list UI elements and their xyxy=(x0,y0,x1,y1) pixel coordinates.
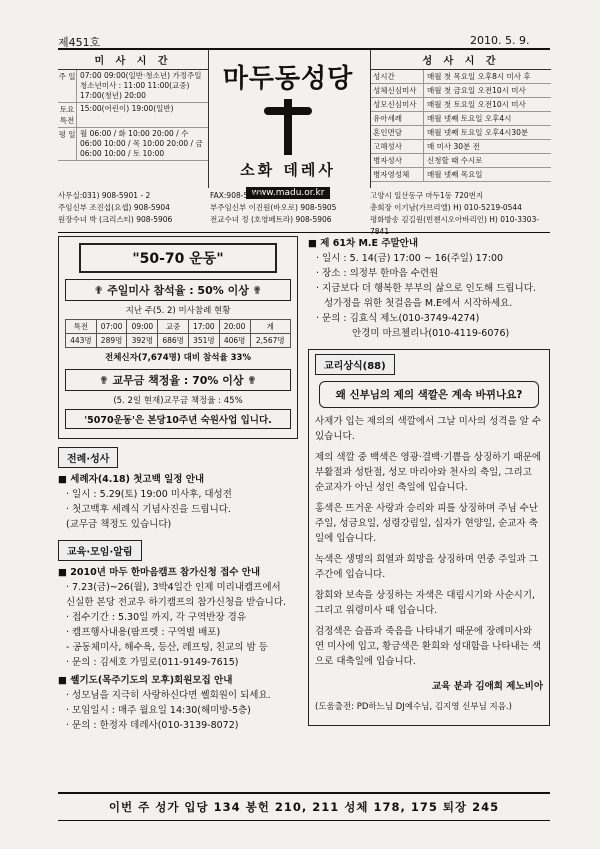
sacrament-row: 유아세례 매월 넷째 토요일 오후4시 xyxy=(371,112,551,126)
sacrament-row: 병자성사 신청할 때 수시로 xyxy=(371,154,551,168)
sacrament-row: 성모신심미사 매월 첫 토요일 오전10시 미사 xyxy=(371,98,551,112)
church-masthead xyxy=(208,50,368,198)
signature: 교육 분과 김애희 제노비아 xyxy=(432,681,543,692)
mass-row: 주 일 07:00 09:00(일반·청소년) 가정주일 청소년미사 : 11:00 11:00(교중) 17:00(청년) 20:00 xyxy=(58,70,208,103)
cross-icon xyxy=(258,99,318,155)
attendance-goal: ✟ 주일미사 참석율 : 50% 이상 ✟ xyxy=(65,279,291,301)
attendance-table: 특전 07:00 09:00 교중 17:00 20:00 계 443명 289명 392명 686명 351명 406명 2,567명 xyxy=(65,319,291,348)
section-liturgy: 전례·성사 xyxy=(58,447,118,468)
doctrine-box: 교리상식(88) 왜 신부님의 제의 색깔은 계속 바뀌나요? 사제가 입는 제의의 색깔에서 그날 미사의 성격을 알 수 있습니다. 제의 색깔 중 백색은 영광·결백·기쁨을 상징하기 때문에 부활절과 성탄절, 성모 마리아와 천사의 축일, 그리고 순교자가 아닌 성인 축일에 입습니다. 홍색은 뜨거운 사랑과 승리와 피를 상징하며 주님 수난 주일, 성금요일, 성령강림일, 십자가 현양일, 순교자 축일에 입습니다. 녹색은 생명의 희열과 희망을 상징하며 연중 주일과 그 주간에 입습니다. 참회와 보속을 상징하는 자색은 대림시기와 사순시기, 그리고 위령미사 때 입습니다. 검정색은 슬픔과 죽음을 나타내기 때문에 장례미사와 연 미사에 입고, 황금색은 환희와 성대함을 나타내는 색으로 대축일에 입습니다. 교육 분과 김애희 제노비아 (도움출전: PD하느님 DJ예수님, 김지영 신부님 지음.) xyxy=(308,349,550,726)
sacrament-row: 혼인면담 매월 넷째 토요일 오후4시30분 xyxy=(371,126,551,140)
issue-date: 2010. 5. 9. xyxy=(470,34,530,47)
right-column: ■ 제 61차 M.E 주말안내 · 일시 : 5. 14(금) 17:00 ~ 16(주일) 17:00 · 장소 : 의정부 한마음 수련원 · 지금보다 더 행복한 부부의 삶으로 인도해 드립니다. 성가정을 위한 첫걸음을 M.E에서 시작하세요. · 문의 : 김효식 제노(010-3749-4274) 안경미 마르첼리나(010-4119-6076) 교리상식(88) 왜 신부님의 제의 색깔은 계속 바뀌나요? 사제가 입는 제의의 색깔에서 그날 미사의 성격을 알 수 있습니다. 제의 색깔 중 백색은 영광·결백·기쁨을 상징하기 때문에 부활절과 성탄절, 성모 마리아와 천사의 축일, 그리고 순교자가 아닌 성인 축일에 입습니다. 홍색은 뜨거운 사랑과 승리와 피를 상징하며 주님 수난 주일, 성금요일, 성령강림일, 십자가 현양일, 순교자 축일에 입습니다. 녹색은 생명의 희열과 희망을 상징하며 연중 주일과 그 주간에 입습니다. 참회와 보속을 상징하는 자색은 대림시기와 사순시기, 그리고 위령미사 때 입습니다. 검정색은 슬픔과 죽음을 나타내기 때문에 장례미사와 연 미사에 입고, 황금색은 환희와 성대함을 나타내는 색으로 대축일에 입습니다. 교육 분과 김애희 제노비아 (도움출전: PD하느님 DJ예수님, 김지영 신부님 지음.) xyxy=(308,236,550,726)
camp-title: ■ 2010년 마두 한마음캠프 참가신청 접수 안내 xyxy=(58,567,261,578)
left-column: "50-70 운동" ✟ 주일미사 참석율 : 50% 이상 ✟ 지난 주(5. 2) 미사참례 현황 특전 07:00 09:00 교중 17:00 20:00 계 443명 289명 392명 686명 351명 406명 2,567명 전체신자(7,674명) 대비 참석율 33% ✟ 교무금 책정율 : 70% 이상 ✟ (5. 2일 현재)교무금 책정율 : 45% '5070운동'은 본당10주년 숙원사업 입니다. 전례·성사 ■ 세례자(4.18) 첫고백 일정 안내 · 일시 : 5.29(토) 19:00 미사후, 대성전 · 첫고백후 세례식 기념사진을 드립니다. (교무금 책정도 있습니다) 교육·모임·알림 ■ 2010년 마두 한마음캠프 참가신청 접수 안내 · 7.23(금)~26(월), 3박4일간 인제 미리내캠프에서 신실한 본당 전교우 하기캠프의 참가신청을 받습니다. · 접수기간 : 5.30일 까지, 각 구역반장 경유 · 캠프행사내용(팜프렛 : 구역별 배포) - 공동체미사, 해수욕, 등산, 레프팅, 친교의 밤 등 · 문의 : 김세호 가밀로(011-9149-7615) ■ 쎌기도(목주기도의 모후)회원모집 안내 · 성모님을 지극히 사랑하신다면 쎌회원이 되세요. · 모임일시 : 매주 월요일 14:30(해미방-5층) · 문의 : 한정자 데레사(010-3139-8072) xyxy=(58,236,298,733)
campaign-title: "50-70 운동" xyxy=(79,243,277,273)
last-week-label: 지난 주(5. 2) 미사참례 현황 xyxy=(125,306,231,316)
doctrine-label: 교리상식(88) xyxy=(315,354,395,375)
budget-goal: ✟ 교무금 책정율 : 70% 이상 ✟ xyxy=(65,369,291,391)
source-note: (도움출전: PD하느님 DJ예수님, 김지영 신부님 지음.) xyxy=(315,702,512,712)
project-note: '5070운동'은 본당10주년 숙원사업 입니다. xyxy=(65,409,291,429)
me-title: ■ 제 61차 M.E 주말안내 xyxy=(308,238,419,249)
mass-times xyxy=(58,50,209,188)
campaign-box xyxy=(58,236,298,439)
cell-title: ■ 쎌기도(목주기도의 모후)회원모집 안내 xyxy=(58,675,233,686)
website-link[interactable]: www.madu.or.kr xyxy=(246,187,331,199)
issue-number: 제451호 xyxy=(58,36,101,49)
church-name: 마두동성당 xyxy=(222,64,354,94)
mass-row: 토요특전 15:00(어린이) 19:00(일반) xyxy=(58,103,208,128)
mass-row: 평 일 월 06:00 / 화 10:00 20:00 / 수 06:00 10:00 / 목 10:00 20:00 / 금 06:00 10:00 / 토 10:00 xyxy=(58,128,208,161)
doctrine-question: 왜 신부님의 제의 색깔은 계속 바뀌나요? xyxy=(319,381,539,408)
total-note: 전체신자(7,674명) 대비 참석율 33% xyxy=(105,353,251,363)
sacrament-row: 병자영성체 매월 넷째 목요일 xyxy=(371,168,551,182)
budget-now: (5. 2일 현재)교무금 책정율 : 45% xyxy=(113,396,243,406)
baptism-title: ■ 세례자(4.18) 첫고백 일정 안내 xyxy=(58,474,205,485)
sacrament-title: 성 사 시 간 xyxy=(371,50,551,70)
sacrament-row: 성체신심미사 매월 첫 금요일 오전10시 미사 xyxy=(371,84,551,98)
hymn-footer: 이번 주 성가 입당 134 봉헌 210, 211 성체 178, 175 퇴장 245 xyxy=(58,792,550,821)
section-education: 교육·모임·알림 xyxy=(58,540,142,561)
sacrament-row: 성시간 매월 첫 목요일 오후8시 미사 후 xyxy=(371,70,551,84)
patron-name: 소화 데레사 xyxy=(240,161,336,179)
mass-title: 미 사 시 간 xyxy=(58,50,208,70)
sacrament-times xyxy=(370,50,551,188)
header: 미 사 시 간 주 일 07:00 09:00(일반·청소년) 가정주일 청소년미사 : 11:00 11:00(교중) 17:00(청년) 20:00 토요특전 15:00(어린이) 19:00(일반) 평 일 월 06:00 / 화 10:00 20:00 / 수 06:00 10:00 / 목 10:00 20:00 / 금 06:00 10:00 / 토 10:00 마두동성당 소화 데레사 www.madu.or.kr 성 사 시 간 성시간 매월 첫 목요일 오후8시 미사 후 성체신심미사 매월 첫 금요일 오전10시 미사 성모신심미사 매월 첫 토요일 오전10시 미사 유아세례 매월 넷째 토요일 오후4시 혼인면담 매월 넷째 토요일 오후4시30분 고해성사 매 미사 30분 전 병자성사 신청할 때 수시로 병자영성체 매월 넷째 목요일 사무실:031) 908-5901 - 2 주임신부 조진섭(요셉) 908-5904 원장수녀 박 (크리스티) 908-5906 FAX:908-5903 부주임신부 이진원(바오로) 908-5905 전교수녀 정 (호영페트라) 908-5906 고양시 일산동구 마두1동 720번지 총회장 이기남(가브리엘) H) 010-5219-0544 평화방송 김길원(빈첸시오아바리인) H) 010-3303-7841 xyxy=(58,48,550,233)
sacrament-row: 고해성사 매 미사 30분 전 xyxy=(371,140,551,154)
